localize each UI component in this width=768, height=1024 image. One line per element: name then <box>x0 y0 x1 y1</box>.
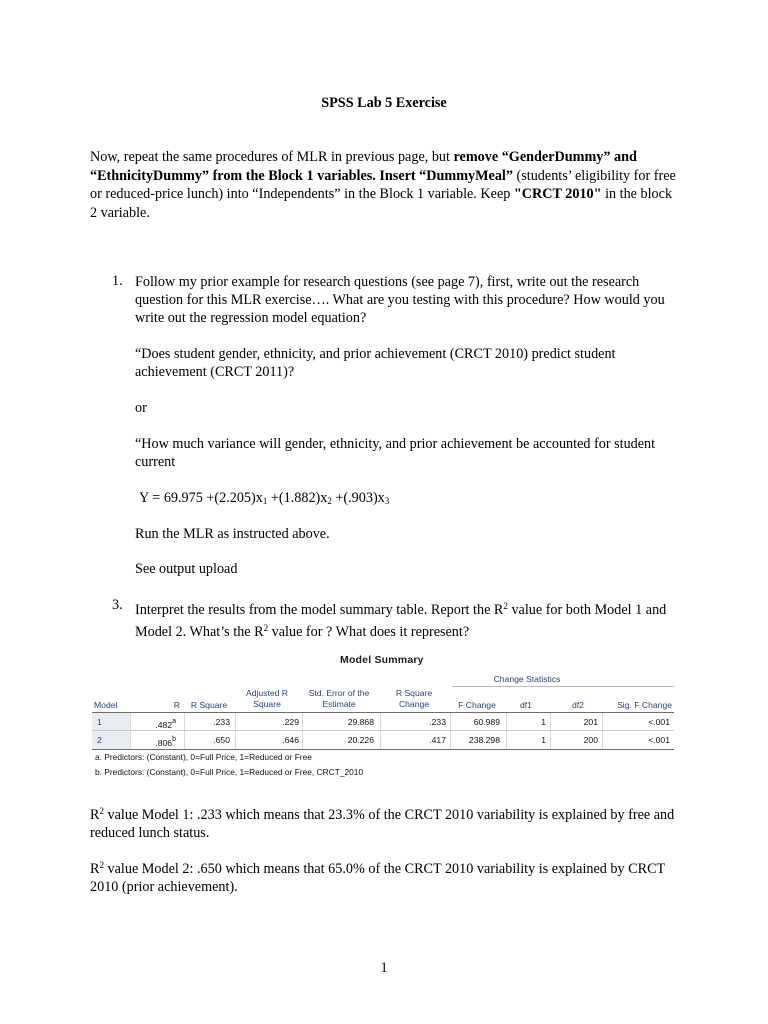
model-summary-title: Model Summary <box>340 654 424 666</box>
document-title: SPSS Lab 5 Exercise <box>321 95 447 111</box>
eq-part-3: +(.903)x <box>331 490 385 506</box>
col-sig-f-change: Sig. F Change <box>617 700 672 710</box>
intro-text-1: Now, repeat the same procedures of MLR in previous page, but <box>90 149 454 165</box>
row1-r-square: .233 <box>213 717 230 727</box>
q1-answer-1: “Does student gender, ethnicity, and prior achievement (CRCT 2010) predict student achievement (CRCT 2011)? <box>135 346 616 381</box>
row2-std-error: 20.226 <box>347 735 374 745</box>
eq-part-1: Y = 69.975 +(2.205)x <box>139 490 263 506</box>
col-r-square: R Square <box>190 700 228 710</box>
q3-part-3: value for ? What does it represent? <box>268 624 470 641</box>
q1-see-output: See output upload <box>135 561 238 577</box>
col-r-square-change: R Square Change <box>395 688 433 709</box>
answer2-r: R <box>90 861 100 877</box>
q1-or: or <box>135 400 147 416</box>
row1-r-sup: a <box>172 718 176 725</box>
intro-bold-2: "CRCT 2010" <box>513 186 602 202</box>
answer2-sup: 2 <box>99 860 104 870</box>
intro-paragraph <box>90 148 680 222</box>
row2-df2: 200 <box>583 735 598 745</box>
page-number: 1 <box>380 960 388 976</box>
eq-sub-3: 3 <box>384 496 390 506</box>
col-std-error: Std. Error of the Estimate <box>308 688 370 709</box>
row1-adj-r-square: .229 <box>282 717 299 727</box>
q3-sup-1: 2 <box>503 601 508 611</box>
col-df2: df2 <box>572 700 584 710</box>
intro-bold-1: remove “GenderDummy” and “EthnicityDummy” from the Block 1 variables. Insert “DummyMeal” <box>90 149 637 184</box>
row2-r-square-change: .417 <box>429 735 446 745</box>
answer1-sup: 2 <box>99 806 104 816</box>
row2-r-square: .650 <box>213 735 230 745</box>
row1-df2: 201 <box>583 717 598 727</box>
row1-f-change: 60.989 <box>473 717 500 727</box>
row2-r-value: .806 <box>155 738 173 748</box>
eq-sub-2: 2 <box>327 496 332 506</box>
change-statistics-header: Change Statistics <box>493 674 561 684</box>
row1-sig: <.001 <box>648 717 670 727</box>
col-df1: df1 <box>520 700 532 710</box>
row2-adj-r-square: .646 <box>282 735 299 745</box>
q3-sup-2: 2 <box>263 623 269 634</box>
eq-sub-1: 1 <box>262 496 268 506</box>
q3-part-1: Interpret the results from the model summary table. Report the R <box>135 602 504 618</box>
intro-text-3: in the block 2 variable. <box>90 186 673 221</box>
col-adj-r-square: Adjusted R Square <box>245 688 289 709</box>
answer1-r: R <box>90 807 100 823</box>
q1-run-note: Run the MLR as instructed above. <box>135 526 330 542</box>
row1-std-error: 29.868 <box>347 717 374 727</box>
q3-text <box>135 597 680 641</box>
q1-number: 1. <box>112 273 123 289</box>
model-summary-table <box>92 672 674 750</box>
q1-text: Follow my prior example for research questions (see page 7), first, write out the research question for this MLR exercise…. What are you testing with this procedure? How would you write out the regression model equation? <box>135 274 665 327</box>
row2-r-sup: b <box>172 736 176 743</box>
answer-model-1 <box>90 802 680 842</box>
footnote-b: b. Predictors: (Constant), 0=Full Price, 1=Reduced or Free, CRCT_2010 <box>95 767 364 777</box>
q3-part-2: value for both Model 1 and Model 2. What’s the R <box>135 602 667 641</box>
row1-model: 1 <box>97 717 102 727</box>
intro-text-2: (students’ eligibility for free or reduced-price lunch) into “Independents” in the Block 1 variable. Keep <box>90 167 676 202</box>
answer2-text: value Model 2: .650 which means that 65.0% of the CRCT 2010 variability is explained by CRCT 2010 (prior achievement). <box>90 861 665 896</box>
col-r: R <box>173 700 180 710</box>
row2-sig: <.001 <box>648 735 670 745</box>
q3-number: 3. <box>112 597 123 613</box>
regression-equation <box>139 489 684 510</box>
row1-df1: 1 <box>541 717 546 727</box>
answer1-text: value Model 1: .233 which means that 23.3% of the CRCT 2010 variability is explained by free and reduced lunch status. <box>90 807 675 842</box>
row1-r <box>132 717 176 730</box>
row1-r-value: .482 <box>155 720 173 730</box>
q1-answer-2: “How much variance will gender, ethnicity, and prior achievement be accounted for student current <box>135 436 656 471</box>
row1-r-square-change: .233 <box>429 717 446 727</box>
col-model: Model <box>94 700 118 710</box>
answer-model-2 <box>90 856 680 896</box>
row2-model: 2 <box>97 735 102 745</box>
eq-part-2: +(1.882)x <box>267 490 328 506</box>
row2-r <box>132 735 176 748</box>
footnote-a: a. Predictors: (Constant), 0=Full Price, 1=Reduced or Free <box>95 752 312 762</box>
col-f-change: F Change <box>458 700 496 710</box>
row2-f-change: 238.298 <box>468 735 500 745</box>
row2-df1: 1 <box>541 735 546 745</box>
